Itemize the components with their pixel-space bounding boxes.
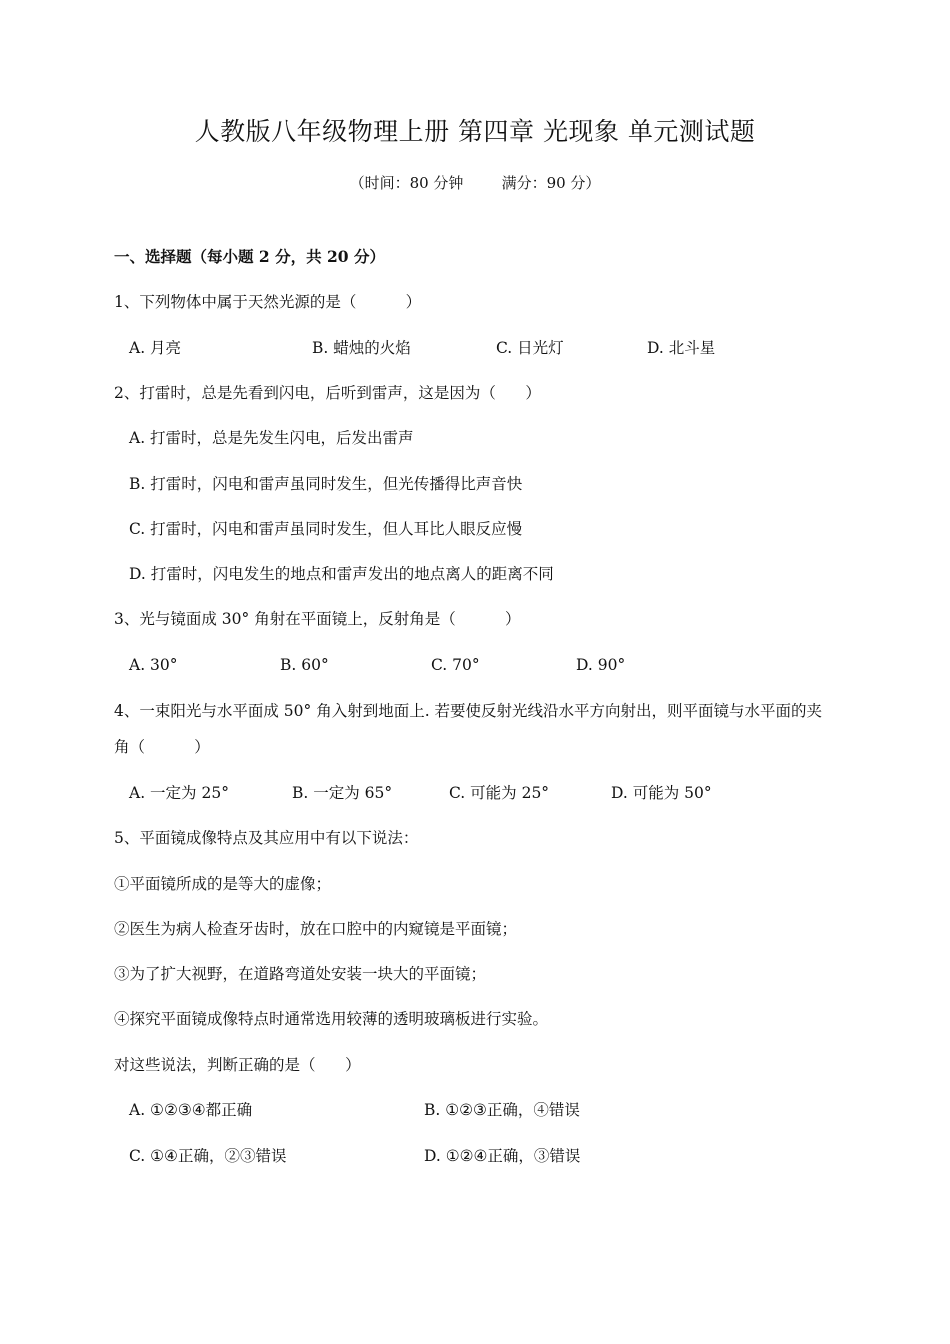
question-2-stem: 2、打雷时，总是先看到闪电，后听到雷声，这是因为（ ） [114,384,541,402]
section-heading: 一、选择题（每小题 2 分，共 20 分） [114,247,385,266]
question-3-option-a: A. 30° [129,656,178,674]
question-4-option-c: C. 可能为 25° [449,784,550,802]
question-5-stem: 5、平面镜成像特点及其应用中有以下说法： [114,829,419,847]
question-5-statement-1: ①平面镜所成的是等大的虚像； [114,875,332,893]
question-2-option-b: B. 打雷时，闪电和雷声虽同时发生，但光传播得比声音快 [129,475,523,493]
question-4-option-d: D. 可能为 50° [611,784,712,802]
question-2-option-a: A. 打雷时，总是先发生闪电，后发出雷声 [129,429,414,447]
question-5-statement-3: ③为了扩大视野，在道路弯道处安装一块大的平面镜； [114,965,487,983]
page-title: 人教版八年级物理上册 第四章 光现象 单元测试题 [194,117,756,146]
question-5-ask: 对这些说法，判断正确的是（ ） [114,1056,361,1074]
question-5-statement-4: ④探究平面镜成像特点时通常选用较薄的透明玻璃板进行实验。 [114,1010,549,1028]
question-4-stem-line2: 角（ ） [114,738,210,756]
question-5-statement-2: ②医生为病人检查牙齿时，放在口腔中的内窥镜是平面镜； [114,920,518,938]
question-5-option-b: B. ①②③正确，④错误 [424,1101,580,1119]
question-1-option-c: C. 日光灯 [496,339,564,357]
question-1-stem: 1、下列物体中属于天然光源的是（ ） [114,293,422,311]
page-subtitle: （时间：80 分钟 满分：90 分） [349,174,601,192]
question-1-option-b: B. 蜡烛的火焰 [312,339,411,357]
question-2-option-d: D. 打雷时，闪电发生的地点和雷声发出的地点离人的距离不同 [129,565,554,583]
question-1-option-d: D. 北斗星 [647,339,716,357]
question-2-option-c: C. 打雷时，闪电和雷声虽同时发生，但人耳比人眼反应慢 [129,520,523,538]
question-5-option-a: A. ①②③④都正确 [129,1101,253,1119]
question-3-option-b: B. 60° [280,656,329,674]
question-5-option-c: C. ①④正确，②③错误 [129,1147,287,1165]
question-3-stem: 3、光与镜面成 30° 角射在平面镜上，反射角是（ ） [114,610,521,628]
question-3-option-c: C. 70° [431,656,480,674]
question-4-stem-line1: 4、一束阳光与水平面成 50° 角入射到地面上. 若要使反射光线沿水平方向射出，则平面镜与水平面的夹 [114,702,823,720]
question-4-option-a: A. 一定为 25° [129,784,229,802]
question-5-option-d: D. ①②④正确，③错误 [424,1147,581,1165]
question-4-option-b: B. 一定为 65° [292,784,393,802]
question-1-option-a: A. 月亮 [129,339,182,357]
question-3-option-d: D. 90° [576,656,626,674]
